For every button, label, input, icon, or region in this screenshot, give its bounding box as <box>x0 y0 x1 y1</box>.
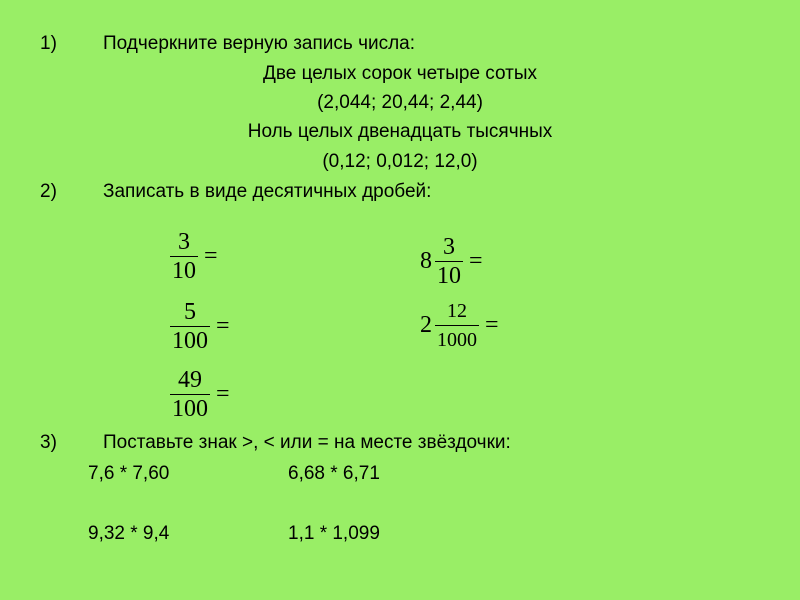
task1-line4: (0,12; 0,012; 12,0) <box>322 151 478 172</box>
task3-instruction: Поставьте знак >, < или = на месте звёздочки: <box>103 432 511 453</box>
task1-instruction: Подчеркните верную запись числа: <box>103 33 416 54</box>
fraction-numerator: 5 <box>184 299 196 325</box>
equals-sign: = <box>469 248 483 274</box>
fraction-denominator: 100 <box>172 396 208 422</box>
equals-sign: = <box>216 313 230 339</box>
task1-line1: Две целых сорок четыре сотых <box>262 63 538 84</box>
mixed-fraction-2-12-1000 <box>420 299 499 352</box>
fraction-denominator: 1000 <box>437 329 477 351</box>
fraction-numerator: 49 <box>178 367 202 393</box>
comparison-item: 7,6 * 7,60 <box>88 463 170 484</box>
mixed-fraction-8-3-10 <box>420 235 483 288</box>
comparison-item: 9,32 * 9,4 <box>88 523 170 544</box>
whole-part: 8 <box>420 248 432 274</box>
fraction-denominator: 10 <box>172 258 196 284</box>
fraction-numerator: 12 <box>447 300 467 322</box>
comparison-item: 1,1 * 1,099 <box>288 523 380 544</box>
fraction-5-100 <box>170 300 230 353</box>
equals-sign: = <box>485 312 499 338</box>
task1-line2: (2,044; 20,44; 2,44) <box>317 92 483 113</box>
fraction-bar <box>435 325 479 326</box>
task1-line3: Ноль целых двенадцать тысячных <box>247 121 553 142</box>
fraction-bar <box>170 256 198 257</box>
fraction-denominator: 100 <box>172 328 208 354</box>
fraction-numerator: 3 <box>443 234 455 260</box>
task1-number: 1) <box>40 33 57 54</box>
fraction-numerator: 3 <box>178 229 190 255</box>
equals-sign: = <box>216 381 230 407</box>
whole-part: 2 <box>420 312 432 338</box>
comparison-item: 6,68 * 6,71 <box>288 463 380 484</box>
task2-instruction: Записать в виде десятичных дробей: <box>103 181 432 202</box>
equals-sign: = <box>204 243 218 269</box>
fraction-bar <box>170 394 210 395</box>
fraction-3-10 <box>170 230 218 283</box>
fraction-bar <box>435 261 463 262</box>
fraction-49-100 <box>170 368 230 421</box>
fraction-bar <box>170 326 210 327</box>
fraction-denominator: 10 <box>437 263 461 289</box>
task2-number: 2) <box>40 181 57 202</box>
task3-number: 3) <box>40 432 57 453</box>
